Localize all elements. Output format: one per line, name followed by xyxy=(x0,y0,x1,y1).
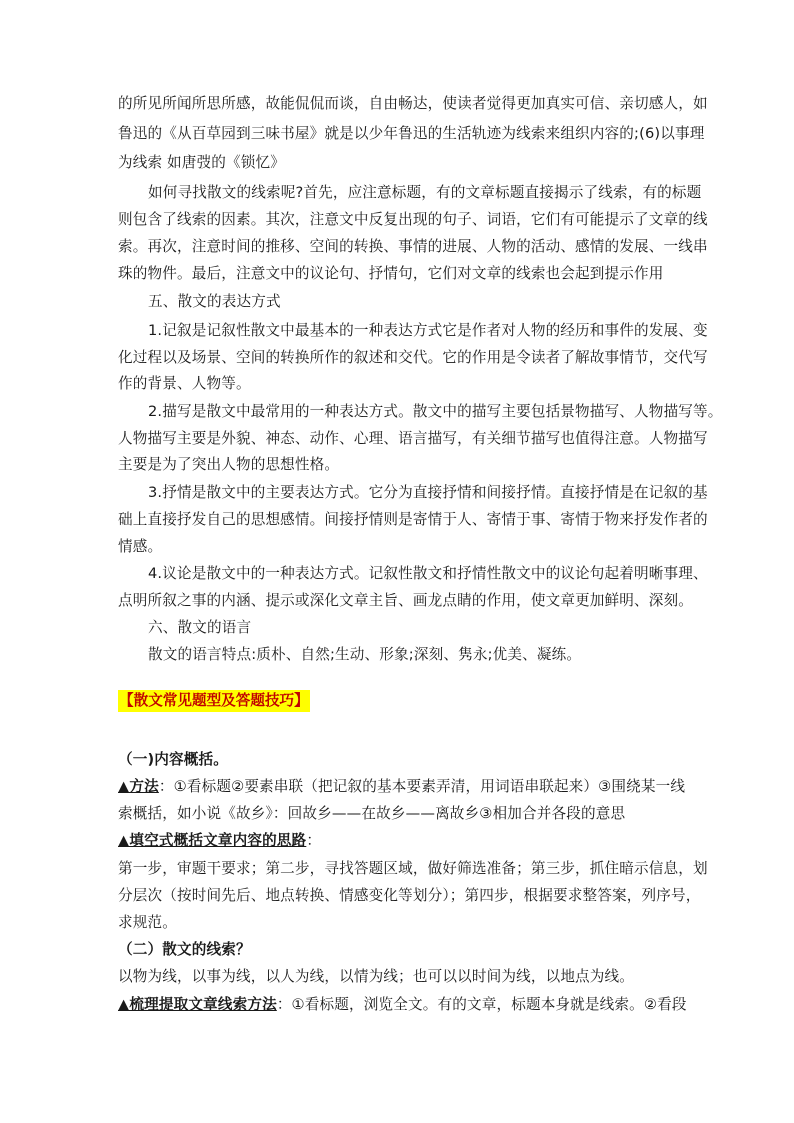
paragraph-line: 情感。 xyxy=(118,538,163,555)
paragraph-line: 点明所叙之事的内涵、提示或深化文章主旨、画龙点睛的作用，使文章更加鲜明、深刻。 xyxy=(118,592,694,609)
steps-line: 求规范。 xyxy=(118,914,177,931)
clue-line xyxy=(118,995,687,1015)
paragraph-line: 珠的物件。最后，注意文中的议论句、抒情句，它们对文章的线索也会起到提示作用 xyxy=(118,265,664,282)
fill-label: ▲填空式概括文章内容的思路 xyxy=(118,832,307,849)
section-heading-5: 五、散文的表达方式 xyxy=(148,293,281,310)
paragraph-line: 的所见所闻所思所感，故能侃侃而谈，自由畅达，使读者觉得更加真实可信、亲切感人，如 xyxy=(118,95,708,112)
method-label: ▲方法 xyxy=(118,778,159,795)
paragraph-line: 索。再次，注意时间的推移、空间的转换、事情的进展、人物的活动、感情的发展、一线串 xyxy=(118,238,708,255)
steps-line: 第一步，审题干要求；第二步，寻找答题区域，做好筛选准备；第三步，抓住暗示信息，划 xyxy=(118,860,708,877)
section-heading-6: 六、散文的语言 xyxy=(148,619,252,636)
highlight-heading: 【散文常见题型及答题技巧】 xyxy=(118,690,310,712)
paragraph-line: 则包含了线索的因素。其次，注意文中反复出现的句子、词语，它们有可能提示了文章的线 xyxy=(118,211,708,228)
method-line xyxy=(118,777,685,797)
paragraph-line: 础上直接抒发自己的思想感情。间接抒情则是寄情于人、寄情于事、寄情于物来抒发作者的 xyxy=(118,511,708,528)
paragraph-line: 3.抒情是散文中的主要表达方式。它分为直接抒情和间接抒情。直接抒情是在记叙的基 xyxy=(148,484,708,501)
paragraph-line: 鲁迅的《从百草园到三味书屋》就是以少年鲁迅的生活轨迹为线索来组织内容的;(6)以事理 xyxy=(118,125,705,142)
paragraph-line: 主要是为了突出人物的思想性格。 xyxy=(118,456,340,473)
paragraph-line: 为线索 如唐弢的《锁忆》 xyxy=(118,154,285,171)
section2-line: 以物为线，以事为线，以人为线，以情为线；也可以以时间为线，以地点为线。 xyxy=(118,968,635,985)
paragraph-line: 散文的语言特点:质朴、自然;生动、形象;深刻、隽永;优美、凝练。 xyxy=(148,646,582,663)
fill-colon: ： xyxy=(306,832,322,849)
paragraph-line: 化过程以及场景、空间的转换所作的叙述和交代。它的作用是令读者了解故事情节，交代写 xyxy=(118,349,708,366)
method-text: ：①看标题②要素串联（把记叙的基本要素弄清，用词语串联起来）③围绕某一线 xyxy=(158,778,686,795)
clue-text: ：①看标题，浏览全文。有的文章，标题本身就是线索。②看段 xyxy=(276,996,687,1013)
paragraph-line: 如何寻找散文的线索呢?首先，应注意标题，有的文章标题直接揭示了线索，有的标题 xyxy=(148,184,702,201)
paragraph-line: 人物描写主要是外貌、神态、动作、心理、语言描写，有关细节描写也值得注意。人物描写 xyxy=(118,430,708,447)
fill-line xyxy=(118,831,321,851)
clue-label: ▲梳理提取文章线索方法 xyxy=(118,996,277,1013)
paragraph-line: 作的背景、人物等。 xyxy=(118,375,251,392)
section1-heading: （一)内容概括。 xyxy=(118,751,229,768)
steps-line: 分层次（按时间先后、地点转换、情感变化等划分）；第四步，根据要求整答案，列序号， xyxy=(118,887,701,904)
method-line-2: 索概括，如小说《故乡》：回故乡——在故乡——离故乡③相加合并各段的意思 xyxy=(118,805,626,822)
paragraph-line: 2.描写是散文中最常用的一种表达方式。散文中的描写主要包括景物描写、人物描写等。 xyxy=(148,403,723,420)
paragraph-line: 1.记叙是记叙性散文中最基本的一种表达方式它是作者对人物的经历和事件的发展、变 xyxy=(148,322,708,339)
paragraph-line: 4.议论是散文中的一种表达方式。记叙性散文和抒情性散文中的议论句起着明晰事理、 xyxy=(148,565,708,582)
section2-heading: （二）散文的线索？ xyxy=(118,941,251,958)
